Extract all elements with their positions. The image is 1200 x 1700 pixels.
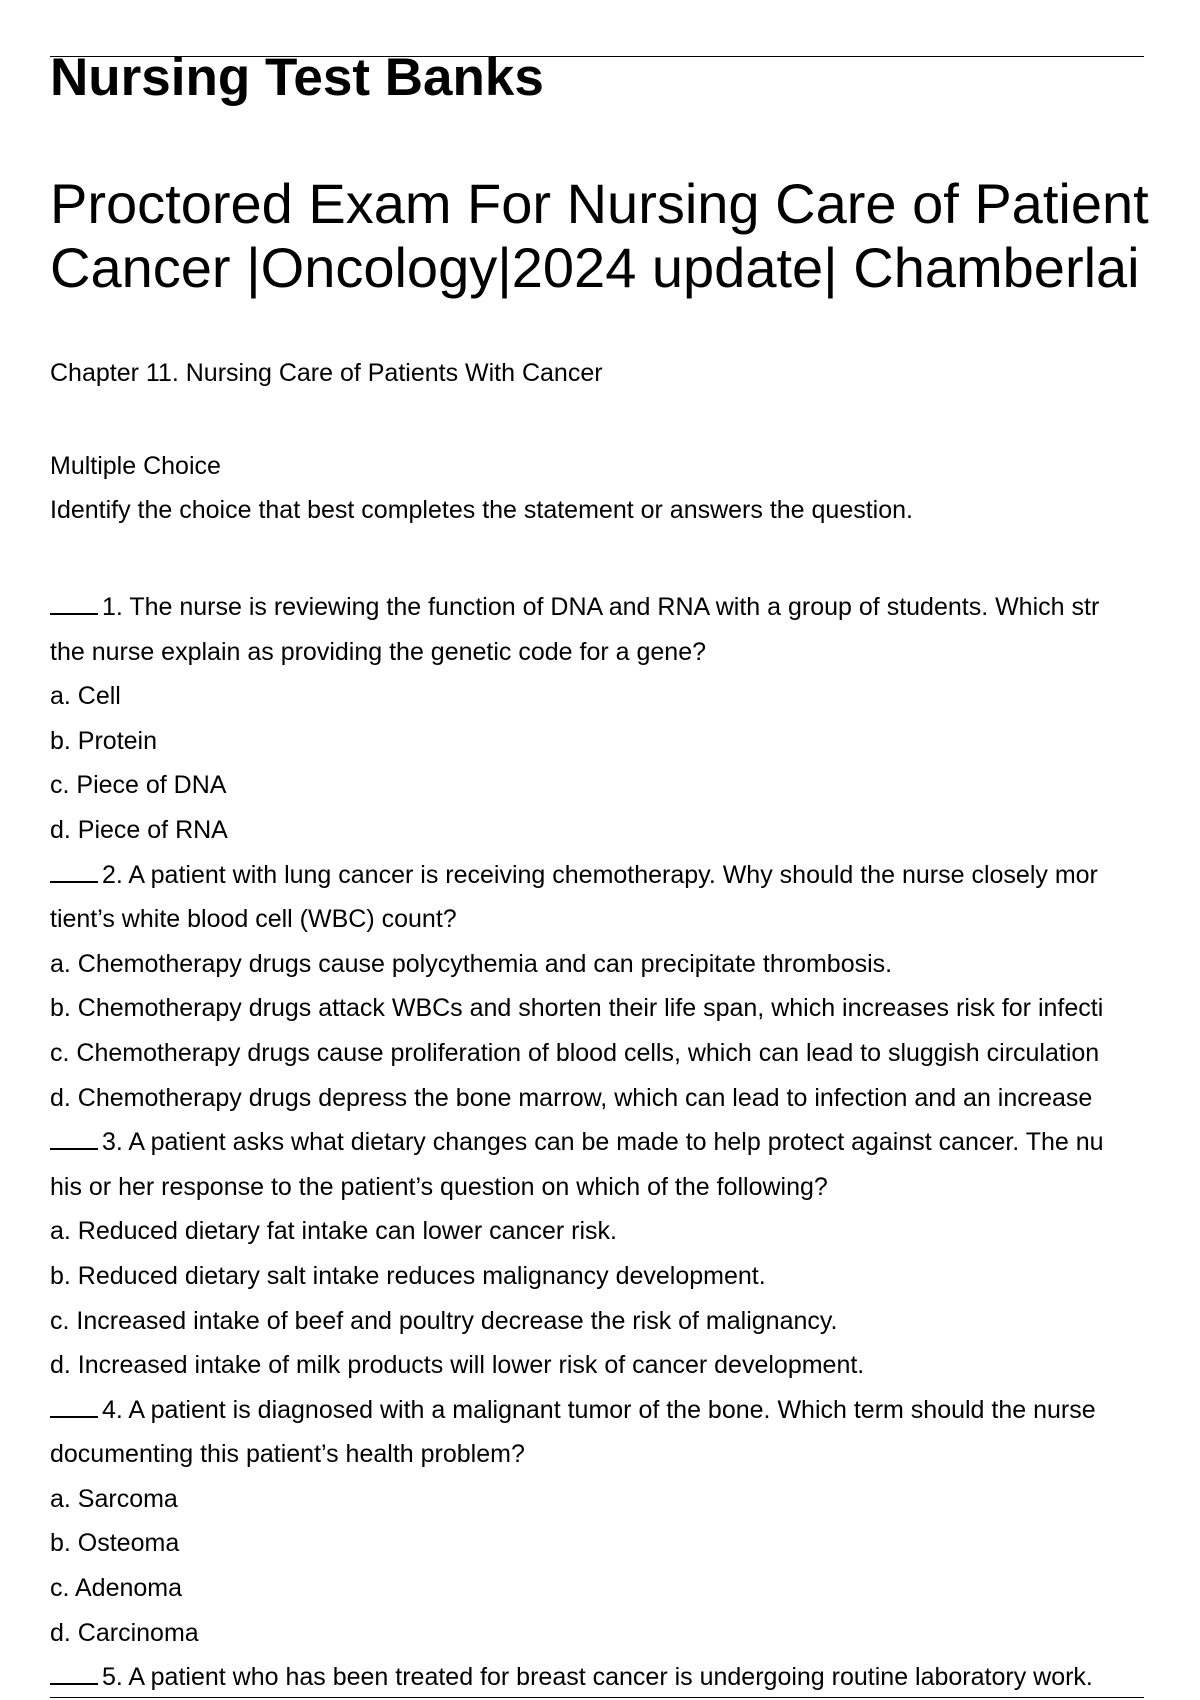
chapter-heading: Chapter 11. Nursing Care of Patients With Cancer — [50, 359, 603, 387]
answer-option: d. Chemotherapy drugs depress the bone marrow, which can lead to infection and an increase — [50, 1083, 1093, 1112]
answer-option: d. Increased intake of milk products will lower risk of cancer development. — [50, 1351, 865, 1380]
question-stem-text: 2. A patient with lung cancer is receiving chemotherapy. Why should the nurse closely mor — [102, 860, 1098, 889]
answer-option: a. Reduced dietary fat intake can lower cancer risk. — [50, 1217, 617, 1246]
question-stem-continuation: tient’s white blood cell (WBC) count? — [50, 905, 457, 934]
answer-option: a. Sarcoma — [50, 1484, 178, 1513]
answer-blank[interactable] — [50, 859, 98, 883]
question-stem-line — [50, 1120, 1200, 1165]
answer-option: b. Protein — [50, 726, 158, 755]
document-page — [50, 0, 1200, 1700]
answer-option: a. Cell — [50, 682, 121, 711]
answer-option: c. Chemotherapy drugs cause proliferation of blood cells, which can lead to sluggish circulation — [50, 1038, 1100, 1067]
question-stem-line — [50, 1655, 1200, 1700]
question-stem-text: 5. A patient who has been treated for breast cancer is undergoing routine laboratory work. — [102, 1663, 1093, 1692]
question-1 — [50, 585, 1200, 853]
answer-option: b. Osteoma — [50, 1529, 180, 1558]
answer-option: a. Chemotherapy drugs cause polycythemia and can precipitate thrombosis. — [50, 949, 893, 978]
question-3 — [50, 1120, 1200, 1388]
answer-blank[interactable] — [50, 1394, 98, 1418]
answer-option: b. Chemotherapy drugs attack WBCs and shorten their life span, which increases risk for infecti — [50, 994, 1104, 1023]
answer-option: c. Adenoma — [50, 1574, 183, 1603]
question-stem-line — [50, 585, 1200, 630]
section-heading: Multiple Choice — [50, 452, 221, 480]
document-title-line-2: Cancer |Oncology|2024 update| Chamberlai — [50, 236, 1140, 299]
document-title-line-1: Proctored Exam For Nursing Care of Patient — [50, 172, 1149, 235]
question-5 — [50, 1655, 1200, 1700]
answer-blank[interactable] — [50, 1661, 98, 1685]
footer-rule — [50, 1697, 1144, 1698]
answer-option: c. Piece of DNA — [50, 771, 227, 800]
answer-option: d. Piece of RNA — [50, 815, 228, 844]
question-stem-continuation: his or her response to the patient’s question on which of the following? — [50, 1172, 828, 1201]
instructions-text: Identify the choice that best completes the statement or answers the question. — [50, 496, 913, 524]
question-stem-line — [50, 1388, 1200, 1433]
answer-blank[interactable] — [50, 1126, 98, 1150]
answer-option: d. Carcinoma — [50, 1618, 199, 1647]
question-stem-continuation: documenting this patient’s health problem? — [50, 1440, 525, 1469]
document-title — [50, 172, 1149, 300]
question-list — [50, 585, 1200, 1700]
answer-option: c. Increased intake of beef and poultry decrease the risk of malignancy. — [50, 1306, 838, 1335]
question-stem-text: 3. A patient asks what dietary changes can be made to help protect against cancer. The nu — [102, 1128, 1104, 1157]
question-4 — [50, 1388, 1200, 1656]
brand-heading: Nursing Test Banks — [50, 48, 544, 107]
question-stem-continuation: the nurse explain as providing the genetic code for a gene? — [50, 637, 707, 666]
question-2 — [50, 853, 1200, 1121]
answer-blank[interactable] — [50, 591, 98, 615]
question-stem-text: 1. The nurse is reviewing the function of DNA and RNA with a group of students. Which str — [102, 593, 1100, 621]
question-stem-text: 4. A patient is diagnosed with a malignant tumor of the bone. Which term should the nurse — [102, 1395, 1096, 1424]
answer-option: b. Reduced dietary salt intake reduces malignancy development. — [50, 1261, 766, 1290]
question-stem-line — [50, 853, 1200, 898]
